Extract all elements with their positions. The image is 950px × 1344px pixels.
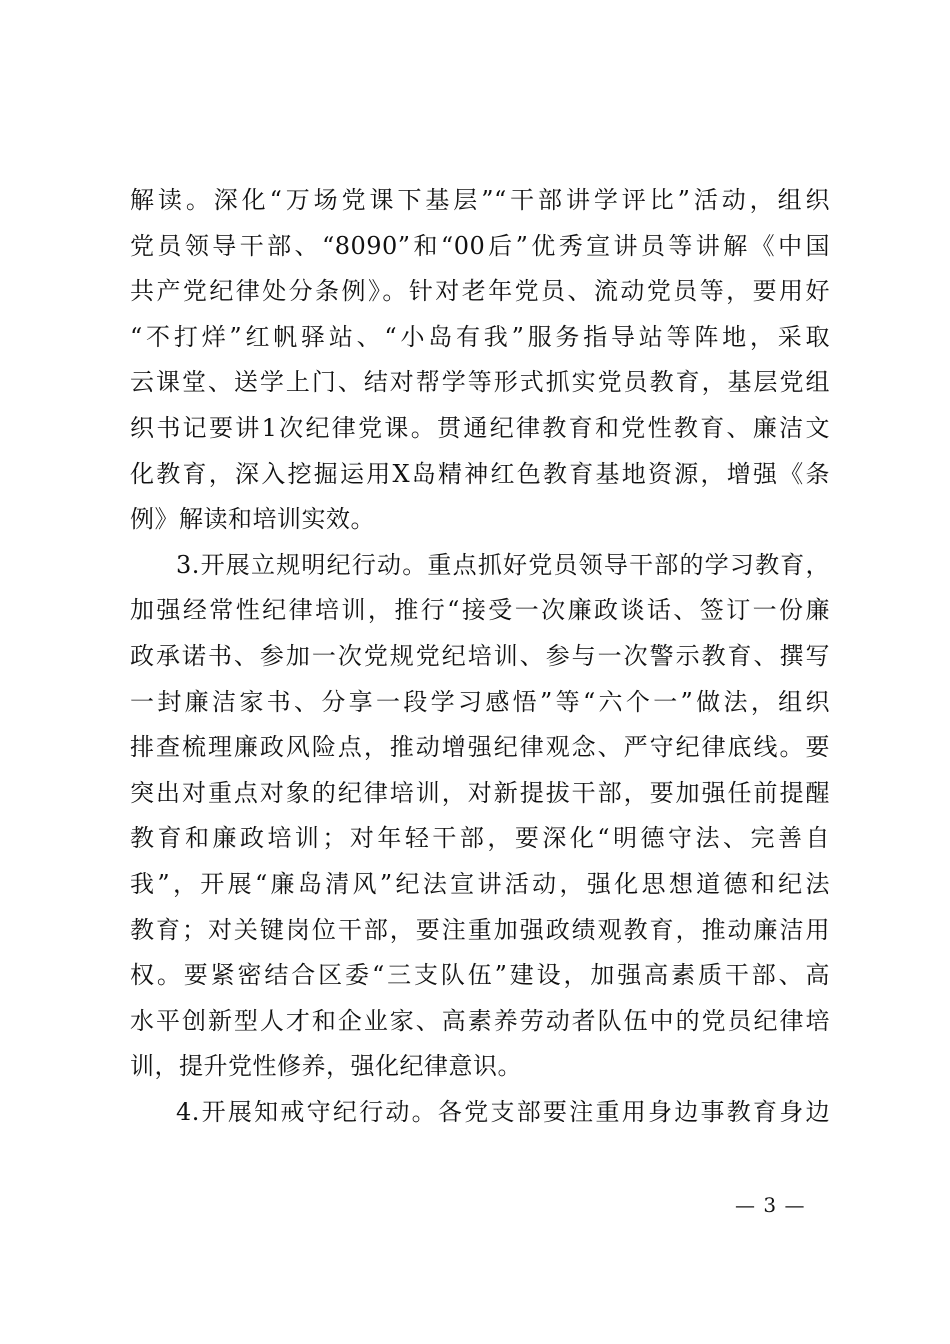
text-line: 织书记要讲1次纪律党课。贯通纪律教育和党性教育、廉洁文	[130, 413, 830, 442]
paragraph-heading-line: 4.开展知戒守纪行动。各党支部要注重用身边事教育身边	[176, 1097, 830, 1126]
text-line: 我”，开展“廉岛清风”纪法宣讲活动，强化思想道德和纪法	[130, 869, 830, 898]
text-line: “不打烊”红帆驿站、“小岛有我”服务指导站等阵地，采取	[130, 322, 830, 351]
text-line: 加强经常性纪律培训，推行“接受一次廉政谈话、签订一份廉	[130, 596, 830, 625]
text-line: 例》解读和培训实效。	[130, 505, 375, 534]
page-number: — 3 —	[735, 1193, 806, 1217]
text-line: 权。要紧密结合区委“三支队伍”建设，加强高素质干部、高	[130, 961, 830, 990]
text-line: 水平创新型人才和企业家、高素养劳动者队伍中的党员纪律培	[130, 1006, 830, 1035]
text-line: 化教育，深入挖掘运用X岛精神红色教育基地资源，增强《条	[130, 459, 830, 488]
body-text	[130, 178, 830, 1135]
text-line: 训，提升党性修养，强化纪律意识。	[130, 1052, 522, 1081]
text-line: 党员领导干部、“8090”和“00后”优秀宣讲员等讲解《中国	[130, 231, 830, 260]
text-line: 教育和廉政培训；对年轻干部，要深化“明德守法、完善自	[130, 824, 830, 853]
text-line: 共产党纪律处分条例》。针对老年党员、流动党员等，要用好	[130, 277, 830, 306]
paragraph-heading-line: 3.开展立规明纪行动。重点抓好党员领导干部的学习教育，	[176, 550, 830, 579]
text-line: 解读。深化“万场党课下基层”“干部讲学评比”活动，组织	[130, 186, 830, 214]
text-line: 云课堂、送学上门、结对帮学等形式抓实党员教育，基层党组	[130, 368, 830, 397]
text-line: 政承诺书、参加一次党规党纪培训、参与一次警示教育、撰写	[130, 641, 830, 670]
text-line: 教育；对关键岗位干部，要注重加强政绩观教育，推动廉洁用	[130, 915, 830, 944]
text-line: 排查梳理廉政风险点，推动增强纪律观念、严守纪律底线。要	[130, 733, 830, 762]
text-line: 突出对重点对象的纪律培训，对新提拔干部，要加强任前提醒	[130, 778, 830, 807]
text-line: 一封廉洁家书、分享一段学习感悟”等“六个一”做法，组织	[130, 687, 830, 716]
